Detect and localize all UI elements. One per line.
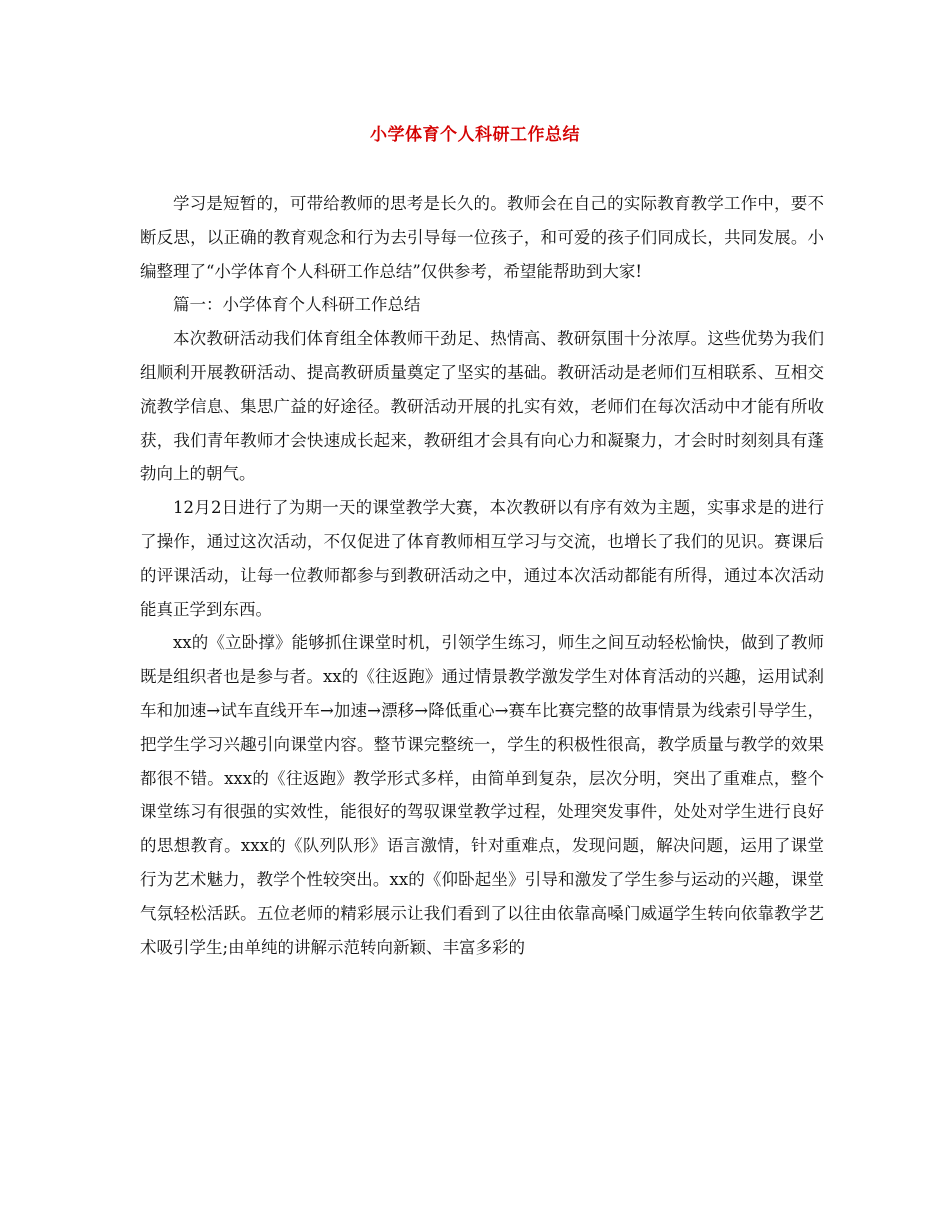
paragraph-intro: 学习是短暂的，可带给教师的思考是长久的。教师会在自己的实际教育教学工作中，要不断反思，以正确的教育观念和行为去引导每一位孩子，和可爱的孩子们同成长，共同发展。小编整理了“小学体育个人科研工作总结”仅供参考，希望能帮助到大家!	[140, 194, 824, 281]
document-body	[140, 187, 824, 964]
paragraph-lesson-reviews: xx的《立卧撑》能够抓住课堂时机，引领学生练习，师生之间互动轻松愉快，做到了教师既是组织者也是参与者。xx的《往返跑》通过情景教学激发学生对体育活动的兴趣，运用试刹车和加速→试车直线开车→加速→漂移→降低重心→赛车比赛完整的故事情景为线索引导学生，把学生学习兴趣引向课堂内容。整节课完整统一，学生的积极性很高，教学质量与教学的效果都很不错。xxx的《往返跑》教学形式多样，由简单到复杂，层次分明，突出了重难点，整个课堂练习有很强的实效性，能很好的驾驭课堂教学过程，处理突发事件，处处对学生进行良好的思想教育。xxx的《队列队形》语言激情，针对重难点，发现问题，解决问题，运用了课堂行为艺术魅力，教学个性较突出。xx的《仰卧起坐》引导和激发了学生参与运动的兴趣，课堂气氛轻松活跃。五位老师的精彩展示让我们看到了以往由依靠高嗓门威逼学生转向依靠教学艺术吸引学生;由单纯的讲解示范转向新颖、丰富多彩的	[140, 633, 824, 957]
document-title: 小学体育个人科研工作总结	[370, 125, 580, 145]
paragraph-section-heading: 篇一：小学体育个人科研工作总结	[173, 295, 421, 315]
paragraph-research-activity: 本次教研活动我们体育组全体教师干劲足、热情高、教研氛围十分浓厚。这些优势为我们组顺利开展教研活动、提高教研质量奠定了坚实的基础。教研活动是老师们互相联系、互相交流教学信息、集思广益的好途径。教研活动开展的扎实有效，老师们在每次活动中才能有所收获，我们青年教师才会快速成长起来，教研组才会具有向心力和凝聚力，才会时时刻刻具有蓬勃向上的朝气。	[140, 329, 824, 484]
paragraph-teaching-contest: 12月2日进行了为期一天的课堂教学大赛，本次教研以有序有效为主题，实事求是的进行了操作，通过这次活动，不仅促进了体育教师相互学习与交流，也增长了我们的见识。赛课后的评课活动，让每一位教师都参与到教研活动之中，通过本次活动都能有所得，通过本次活动能真正学到东西。	[140, 498, 824, 619]
